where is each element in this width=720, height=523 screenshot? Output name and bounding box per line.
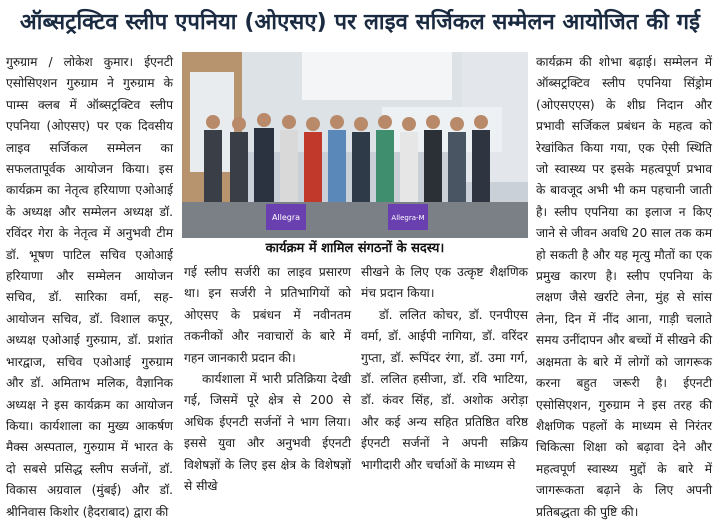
paragraph: सीखने के लिए एक उत्कृष्ट शैक्षणिक मंच प्रदान किया। (361, 265, 528, 301)
banner-text: Allegra-M (391, 214, 425, 222)
event-photo (182, 52, 528, 238)
photo-caption: कार्यक्रम में शामिल संगठनों के सदस्य। (265, 241, 445, 256)
group-photo-illustration (182, 52, 528, 238)
article-column-3 (361, 262, 528, 472)
paragraph: गई स्लीप सर्जरी का लाइव प्रसारण था। इन सर्जरी ने प्रतिभागियों को ओएसए के प्रबंधन में नवीनतम तकनीकों और नवाचारों के बारे में गहन जानकारी प्रदान की। (184, 265, 351, 365)
paragraph: डॉ. ललित कोचर, डॉ. एनपीएस वर्मा, डॉ. आईपी नागिया, डॉ. वरिंदर गुप्ता, डॉ. रूपिंदर रंगा, डॉ. उमा गर्ग, डॉ. ललित हसीजा, डॉ. रवि भाटिया, डॉ. कंवर सिंह, डॉ. अशोक अरोड़ा और कई अन्य सहित प्रतिष्ठित वरिष्ठ ईएनटी सर्जनों ने अपनी सक्रिय भागीदारी और चर्चाओं के माध्यम से (361, 307, 528, 472)
paragraph: गुरुग्राम / लोकेश कुमार। ईएनटी एसोसिएशन गुरुग्राम ने गुरुग्राम के पाम्स क्लब में ऑब्सट्रक्टिव स्लीप एपनिया (ओएसए) पर एक दिवसीय लाइव सर्जिकल सम्मेलन का सफलतापूर्वक आयोजन किया। इस कार्यक्रम का नेतृत्व हरियाणा एओआई के अध्यक्ष और सम्मेलन अध्यक्ष डॉ. रविंदर गेरा के नेतृत्व में अनुभवी टीम डॉ. भूषण पाटिल सचिव एओआई हरियाणा और सम्मेलन आयोजन सचिव, डॉ. सारिका वर्मा, सह-आयोजन सचिव, डॉ. विशाल कपूर, अध्यक्ष एओआई गुरुग्राम, डॉ. प्रशांत भारद्वाज, सचिव एओआई गुरुग्राम और डॉ. अमिताभ मलिक, वैज्ञानिक अध्यक्ष ने इस कार्यक्रम का आयोजन किया। कार्यशाला का मुख्य आकर्षण मैक्स अस्पताल, गुरुग्राम में भारत के दो सबसे प्रसिद्ध स्लीप सर्जनों, डॉ. विकास अग्रवाल (मुंबई) और डॉ. श्रीनिवास किशोर (हैदराबाद) द्वारा की (6, 55, 173, 519)
article-column-4 (536, 52, 712, 519)
paragraph: कार्यक्रम की शोभा बढ़ाई। सम्मेलन में ऑब्सट्रक्टिव स्लीप एपनिया सिंड्रोम (ओएसएएस) के शीघ्र निदान और प्रभावी सर्जिकल प्रबंधन के महत्व को रेखांकित किया गया, एक ऐसी स्थिति जो स्वास्थ्य पर इसके महत्वपूर्ण प्रभाव के बावजूद अभी भी कम पहचानी जाती है। स्लीप एपनिया का इलाज न किए जाने से जीवन अवधि 20 साल तक कम हो सकती है और यह मृत्यु मौतों का एक प्रमुख कारण है। स्लीप एपनिया के लक्षण जैसे खर्राटे लेना, मुंह से सांस लेना, दिन में नींद आना, गाड़ी चलाते समय उनींदापन और बच्चों में सीखने की अक्षमता के बारे में लोगों को जागरूक करना बहुत जरूरी है। ईएनटी एसोसिएशन, गुरुग्राम ने इस तरह की शैक्षणिक पहलों के माध्यम से निरंतर चिकित्सा शिक्षा को बढ़ावा देने और महत्वपूर्ण स्वास्थ्य मुद्दों के बारे में जागरूकता बढ़ाने के लिए अपनी प्रतिबद्धता की पुष्टि की। (536, 55, 712, 519)
paragraph: कार्यशाला में भारी प्रतिक्रिया देखी गई, जिसमें पूरे क्षेत्र से 200 से अधिक ईएनटी सर्जनों ने भाग लिया। इससे युवा और अनुभवी ईएनटी विशेषज्ञों के लिए इस क्षेत्र के विशेषज्ञों से सीखे (184, 372, 351, 494)
article-column-2 (184, 262, 351, 494)
banner-text: Allegra (271, 213, 301, 222)
headline: ऑब्सट्रक्टिव स्लीप एपनिया (ओएसए) पर लाइव सर्जिकल सम्मेलन आयोजित की गई (19, 10, 701, 35)
article-column-1 (6, 52, 173, 519)
